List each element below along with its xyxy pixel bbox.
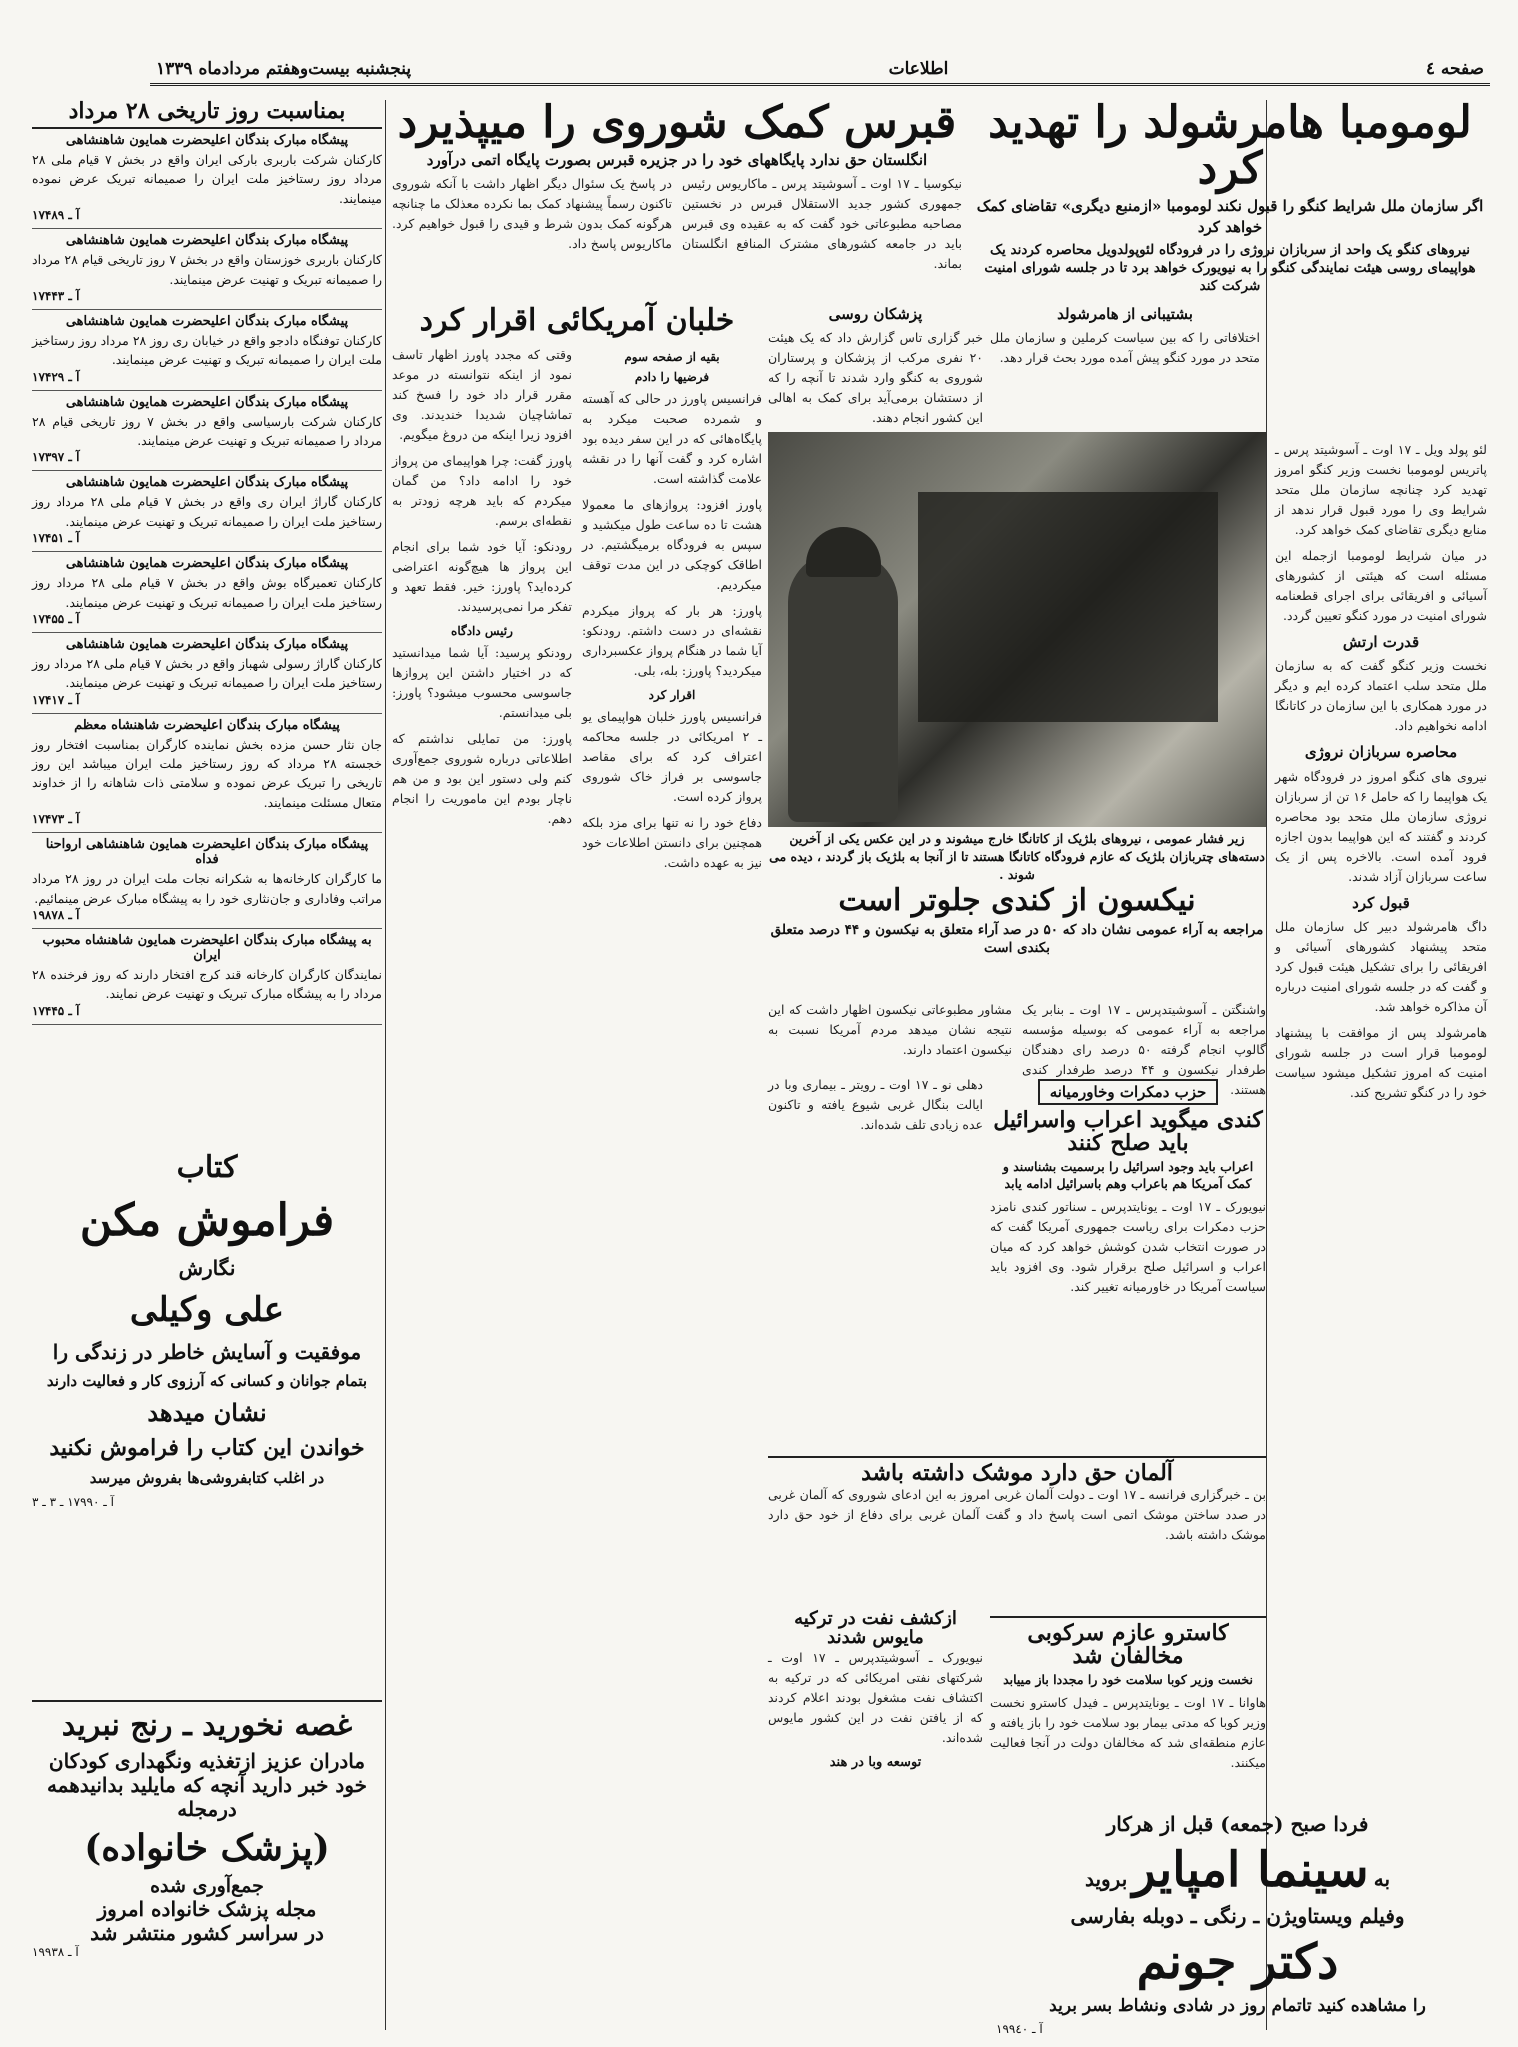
notice-title: پیشگاه مبارک بندگان اعلیحضرت همایون شاهنشاهی bbox=[65, 394, 349, 410]
turkey-body: نیویورک ـ آسوشیتدپرس ـ ۱۷ اوت ـ شرکتهای نفتی امریکائی که در ترکیه به اکتشاف نفت مشغول بودند اعلام کردند که از یافتن نفت در این کشور مایوس شده‌اند. bbox=[768, 1649, 983, 1745]
notice-code: آ ـ ۱۷۴۸۹ bbox=[32, 208, 80, 223]
notice-title: پیشگاه مبارک بندگان اعلیحضرت همایون شاهنشاهی bbox=[65, 233, 349, 249]
nixon-body-text: مشاور مطبوعاتی نیکسون اظهار داشت که این نتیجه نشان میدهد مردم آمریکا نسبت به نیکسون اعتماد دارند. bbox=[768, 1002, 1012, 1057]
powers-body: پاورز گفت: چرا هواپیمای من پرواز خود را ادامه داد؟ من گمان میکردم که باید هرچه زودتر به نقطه‌ای برسم. bbox=[392, 452, 572, 528]
notice-code: آ ـ ۱۷۴۱۷ bbox=[32, 692, 80, 707]
congratulation-notice bbox=[32, 633, 382, 714]
powers-body: رودنکو: آیا خود شما برای انجام این پرواز ها هیچ‌گونه اعتراضی کرده‌اید؟ پاورز: خیر. فقط تعهد و تفکر مرا نمی‌پرسیدند. bbox=[392, 538, 572, 614]
notice-title: به پیشگاه مبارک بندگان اعلیحضرت همایون شاهنشاه محبوب ایران bbox=[42, 932, 372, 963]
book-ad bbox=[32, 1150, 382, 1690]
lumumba-side-2 bbox=[768, 300, 983, 430]
notice-title: پیشگاه مبارک بندگان اعلیحضرت همایون شاهنشاهی bbox=[65, 313, 349, 329]
kennedy-body: نیویورک ـ ۱۷ اوت ـ یونایتدپرس ـ سناتور کندی نامزد حزب دمکرات برای ریاست جمهوری آمریکا گفت که در صورت انتخاب شدن کوشش خواهد کرد که میان اعراب و اسرائیل صلح برقرار شود. وی افزود باید سیاست آمریکا در خاورمیانه تغییر کند. bbox=[990, 1198, 1266, 1294]
book-ad-label: کتاب bbox=[176, 1150, 238, 1185]
powers-col-a bbox=[582, 345, 762, 880]
powers-body: رودنکو پرسید: آیا شما میدانستید که در اختیار داشتن این پروازها جاسوسی محسوب میشود؟ پاورز: بلی میدانستم. bbox=[392, 644, 572, 720]
page-number: صفحه ٤ bbox=[1425, 59, 1484, 79]
congratulation-notice bbox=[32, 310, 382, 391]
section-subhead: محاصره سربازان نروژی bbox=[1304, 743, 1458, 762]
notice-title: پیشگاه مبارک بندگان اعلیحضرت همایون شاهنشاهی bbox=[65, 133, 349, 149]
kennedy-subhead: اعراب باید وجود اسرائیل را برسمیت بشناسند و کمک آمریکا هم باعراب وهم باسرائیل ادامه یابد bbox=[1002, 1159, 1254, 1192]
family-ad-line: در سراسر کشور منتشر شد bbox=[90, 1921, 324, 1945]
lumumba-body: خبر گزاری تاس گزارش داد که یک هیئت ۲۰ نفری مرکب از پزشکان و پرستاران شوروی به کنگو وارد شدند تا آنچه را که از دستشان برمی‌آید برای کمک به اهالی این کشور انجام دهند. bbox=[768, 330, 983, 426]
powers-body: دفاع خود را نه تنها برای مزد بلکه همچنین برای دانستن اطلاعات خود نیز به عهده داشت. bbox=[582, 815, 762, 871]
magazine-name: (پزشک خانواده) bbox=[84, 1827, 330, 1869]
issue-date: پنجشنبه بیست‌وهفتم مردادماه ۱۳۳۹ bbox=[156, 59, 412, 79]
ad-code: آ ـ ۱۹۹۳۸ bbox=[32, 1945, 79, 1959]
page-header bbox=[150, 55, 1490, 86]
nixon-subhead: مراجعه به آراء عمومی نشان داد که ۵۰ در صد آراء متعلق به نیکسون و ۴۴ درصد متعلق بکندی است bbox=[770, 921, 1264, 956]
book-ad-line: نشان میدهد bbox=[147, 1398, 267, 1427]
cinema-name: سینما امپایر bbox=[1132, 1842, 1369, 1898]
book-ad-line: موفقیت و آسایش خاطر در زندگی را bbox=[52, 1340, 362, 1364]
film-title: دکتر جونم bbox=[1136, 1934, 1339, 1990]
lumumba-subhead-2: نیروهای کنگو یک واحد از سربازان نروژی را در فرودگاه لئوپولدویل محاصره کردند یک هواپیمای روسی هیئت نمایندگی کنگو را به نیویورک خواهد برد تا در جلسه شورای امنیت شرکت کند bbox=[984, 241, 1476, 295]
family-ad-line: خود خبر دارید آنچه که مایلید بدانیدهمه bbox=[46, 1773, 368, 1797]
powers-body: وقتی که مجدد پاورز اظهار تاسف نمود از اینکه نتوانسته در موعد مقرر قرار داد خود را فسخ کند تماشاچیان شدیدا خندیدند. وی افزود زیرا اینکه من دروغ میگویم. bbox=[392, 346, 572, 442]
notice-body: جان نثار حسن مزده بخش نماینده کارگران بمناسبت افتخار روز خجسته ۲۸ مرداد که روز رستاخیز ملت ایران میباشد این روز تاریخی را تبریک عرض نموده و سلامتی ذات شاهانه را از خداوند متعال مسئلت مینمایند. bbox=[32, 736, 382, 810]
powers-body: فرانسیس پاورز خلبان هواپیمای یو ـ ۲ امریکائی در جلسه محاکمه اعتراف کرد که برای مقاصد جاسوسی بر فراز خاک شوروی پرواز کرده است. bbox=[582, 709, 762, 805]
section-subhead: فرضیها را دادم bbox=[634, 369, 710, 384]
section-subhead: اقرار کرد bbox=[648, 687, 696, 702]
nixon-body-text: واشنگتن ـ آسوشیتدپرس ـ ۱۷ اوت ـ بنابر یک مراجعه به آراء عمومی که بوسیله مؤسسه گالوپ انجام گرفته ۵۰ درصد رای دهندگان طرفدار نیکسون و ۴۴ درصد طرفدار کندی هستند. bbox=[1022, 1002, 1266, 1097]
notice-list bbox=[32, 129, 382, 1025]
ad-code: آ ـ ۱۹۹٤٠ bbox=[996, 2022, 1043, 2036]
section-subhead: قبول کرد bbox=[1352, 893, 1410, 912]
notice-body: کارکنان باربری خوزستان واقع در بخش ۷ روز تاریخی قیام ۲۸ مرداد را صمیمانه تبریک و تهنیت عرض مینمایند. bbox=[32, 252, 383, 287]
notice-title: پیشگاه مبارک بندگان اعلیحضرت همایون شاهنشاهی bbox=[65, 475, 349, 491]
notice-title: پیشگاه مبارک بندگان اعلیحضرت همایون شاهنشاهی bbox=[65, 556, 349, 572]
photo-caption: زیر فشار عمومی ، نیروهای بلژیک از کاتانگا خارج میشوند و در این عکس یکی از آخرین دسته‌های چتربازان بلژیک که عازم فرودگاه کاتانگا هستند تا از آنجا به بلژیک باز گردند ، دیده می شوند . bbox=[769, 831, 1265, 883]
paper-name: اطلاعات bbox=[888, 59, 949, 79]
cinema-ad-post: بروید bbox=[1084, 1867, 1128, 1891]
column-rule bbox=[385, 100, 386, 2030]
congratulation-notice bbox=[32, 229, 382, 310]
lumumba-body: اختلافاتی را که بین سیاست کرملین و سازمان ملل متحد در مورد کنگو پیش آمده مورد بحث قرار دهد. bbox=[990, 330, 1260, 366]
lumumba-body: هامرشولد پس از موافقت با پیشنهاد لومومبا قرار است در جلسه شورای امنیت که امروز تشکیل میشود سیاست خود را در کنگو تشریح کند. bbox=[1275, 1024, 1487, 1100]
germany-headline: آلمان حق دارد موشک داشته باشد bbox=[861, 1460, 1173, 1486]
family-ad-line: مادران عزیز ازتغذیه ونگهداری کودکان bbox=[48, 1749, 366, 1773]
photo-truck bbox=[918, 492, 1218, 722]
castro-headline: کاسترو عازم سرکوبی مخالفان شد bbox=[1027, 1620, 1229, 1670]
section-subhead: پزشکان روسی bbox=[828, 305, 923, 323]
notice-code: آ ـ ۱۷۴۵۱ bbox=[32, 531, 80, 546]
germany-article bbox=[768, 1456, 1266, 1617]
powers-headline: خلبان آمریکائی اقرار کرد bbox=[419, 303, 735, 338]
cyprus-headline: قبرس کمک شوروی را میپذیرد bbox=[397, 97, 957, 148]
notice-body: ما کارگران کارخانه‌ها به شکرانه نجات ملت ایران در روز ۲۸ مرداد مراتب وفاداری و جان‌نثاری خود را به پیشگاه مبارک عرض مینمائیم. bbox=[32, 871, 382, 906]
powers-col-b bbox=[392, 345, 572, 880]
lumumba-body: نیروی های کنگو امروز در فرودگاه شهر یک هواپیما را که حامل ۱۶ تن از سربازان نروژی سازمان ملل متحد بود محاصره کردند و گفتند که این هواپیما بدون اجازه فرود آمده است. بالاخره پس از یک ساعت سربازان آزاد شدند. bbox=[1275, 768, 1488, 884]
turkey-headline: ازکشف نفت در ترکیه مایوس شدند bbox=[794, 1608, 957, 1648]
cinema-ad-line: وفیلم ویستاویژن ـ رنگی ـ دوبله بفارسی bbox=[1070, 1904, 1405, 1928]
lumumba-body: داگ هامرشولد دبیر کل سازمان ملل متحد پیشنهاد کشورهای آسیائی و افریقائی را برای تشکیل هیئت قبول کرد و گفت که در جلسه شورای امنیت درباره آن مذاکره خواهد شد. bbox=[1275, 918, 1487, 1014]
kennedy-article bbox=[990, 1075, 1266, 1294]
notice-body: کارکنان توفنگاه دادجو واقع در خیابان ری روز ۲۸ مرداد روز رستاخیز ملت ایران را صمیمانه تبریک و تهنیت عرض مینمایند. bbox=[32, 332, 382, 368]
photo-soldier bbox=[788, 552, 898, 822]
powers-body: فرانسیس پاورز در حالی که آهسته و شمرده صحبت میکرد به پایگاه‌هائی که در این سفر دیده بود اشاره کرد و گفت آنها را در نقشه علامت گذاشته است. bbox=[582, 390, 762, 486]
congratulation-notice bbox=[32, 833, 382, 929]
powers-body: پاورز: من تمایلی نداشتم که اطلاعاتی درباره شوروی جمع‌آوری کنم ولی دستور این بود و من هم ناچار بودم این ماموریت را انجام دهم. bbox=[392, 730, 572, 826]
turkey-body: دهلی نو ـ ۱۷ اوت ـ رویتر ـ بیماری وبا در ایالت بنگال غربی شیوع یافته و تاکنون عده زیادی تلف شده‌اند. bbox=[768, 1077, 983, 1132]
notice-title: پیشگاه مبارک بندگان اعلیحضرت شاهنشاه معظم bbox=[74, 717, 340, 733]
lumumba-body: نخست وزیر کنگو گفت که به سازمان ملل متحد سلب اعتماد کرده ایم و دیگر در مورد همکاری با این سازمان در کاتانگا ادامه نخواهیم داد. bbox=[1275, 658, 1487, 734]
cyprus-article bbox=[392, 97, 962, 305]
notice-body: کارکنان گاراژ رسولی شهباز واقع در بخش ۷ قیام ملی ۲۸ مرداد روز رستاخیز ملت ایران را صمیمانه تبریک و تهنیت عرض مینمایند. bbox=[32, 655, 383, 691]
family-ad-line: جمع‌آوری شده bbox=[150, 1875, 264, 1897]
notice-code: آ ـ ۱۷۴۴۵ bbox=[32, 1003, 80, 1018]
notice-body: کارکنان شرکت بارسیاسی واقع در بخش ۷ روز تاریخی قیام ۲۸ مرداد را صمیمانه تبریک و تهنیت عرض مینمایند. bbox=[32, 413, 382, 449]
lumumba-body: لئو پولد ویل ـ ۱۷ اوت ـ آسوشیتد پرس ـ پاتریس لومومبا نخست وزیر کنگو امروز تهدید کرد چنانچه سازمان ملل متحد شرایط وی را مورد قبول قرار ندهد از منابع دیگری تقاضای کمک خواهد کرد. bbox=[1275, 442, 1487, 537]
section-subhead: توسعه وبا در هند bbox=[829, 1754, 922, 1770]
nixon-headline: نیکسون از کندی جلوتر است bbox=[838, 883, 1196, 918]
book-ad-line: بتمام جوانان و کسانی که آرزوی کار و فعالیت دارند bbox=[46, 1372, 368, 1390]
notice-code: آ ـ ۱۷۴۷۳ bbox=[32, 812, 80, 827]
book-author-label: نگارش bbox=[178, 1256, 236, 1280]
book-author: علی وکیلی bbox=[129, 1290, 285, 1330]
notice-code: آ ـ ۱۷۴۵۵ bbox=[32, 611, 80, 626]
turkey-article bbox=[768, 1610, 983, 2030]
powers-article bbox=[392, 305, 762, 2030]
cyprus-subhead: انگلستان حق ندارد پایگاههای خود را در جزیره قبرس بصورت پایگاه اتمی درآورد bbox=[426, 151, 928, 170]
nixon-article bbox=[768, 885, 1266, 995]
lumumba-body: در میان شرایط لومومبا ازجمله این مسئله است که هیئتی از کشورهای آسیائی و افریقائی برای اجرای قطعنامه شورای امنیت در مورد کنگو تعیین گردد. bbox=[1275, 548, 1487, 623]
congratulation-notice bbox=[32, 929, 382, 1025]
cinema-ad bbox=[990, 1790, 1485, 2036]
book-ad-line: خواندن این کتاب را فراموش نکنید bbox=[49, 1435, 365, 1461]
castro-subhead: نخست وزیر کوبا سلامت خود را مجددا باز مییابد bbox=[1003, 1672, 1253, 1688]
notice-title: پیشگاه مبارک بندگان اعلیحضرت همایون شاهنشاهی bbox=[65, 636, 349, 652]
congratulation-notice bbox=[32, 391, 382, 472]
photo-helmet bbox=[806, 527, 881, 577]
book-ad-line: در اغلب کتابفروشی‌ها بفروش میرسد bbox=[89, 1469, 325, 1487]
germany-body: بن ـ خبرگزاری فرانسه ـ ۱۷ اوت ـ دولت آلمان غربی امروز به این ادعای شوروی که آلمان غربی در صدد ساختن موشک اتمی است پاسخ داد و گفت آلمان غربی برای دفاع از خود حق دارد موشک داشته باشد. bbox=[768, 1487, 1266, 1543]
book-title: فراموش مکن bbox=[79, 1195, 335, 1246]
notice-code: آ ـ ۱۷۴۴۳ bbox=[32, 288, 80, 303]
notice-body: کارکنان گاراژ ایران ری واقع در بخش ۷ قیام ملی ۲۸ مرداد روز رستاخیز ملت ایران را صمیمانه تبریک و تهنیت عرض مینمایند. bbox=[32, 494, 382, 529]
news-photo bbox=[768, 432, 1266, 827]
notices-title: بمناسبت روز تاریخی ۲۸ مرداد bbox=[32, 100, 382, 129]
section-subhead: قدرت ارتش bbox=[1342, 633, 1420, 651]
notice-body: کارکنان شرکت باربری بارکی ایران واقع در بخش ۷ قیام ملی ۲۸ مرداد روز رستاخیز ملت ایران را صمیمانه تبریک عرض نموده مینمایند. bbox=[32, 152, 383, 206]
section-box-title: حزب دمکرات وخاورمیانه bbox=[1038, 1079, 1219, 1105]
castro-body: هاوانا ـ ۱۷ اوت ـ یونایتدپرس ـ فیدل کاسترو نخست وزیر کوبا که مدتی بیمار بود سلامت خود را باز یافته و عازم منطقه‌ای شد که مخالفان دولت در آنجا فعالیت میکنند. bbox=[990, 1695, 1266, 1771]
family-magazine-ad bbox=[32, 1700, 382, 2032]
congratulation-notice bbox=[32, 129, 382, 229]
congratulation-notice bbox=[32, 471, 382, 552]
notice-code: آ ـ ۱۷۴۲۹ bbox=[32, 369, 80, 384]
notice-body: کارکنان تعمیرگاه بوش واقع در بخش ۷ قیام ملی ۲۸ مرداد روز رستاخیز ملت ایران را صمیمانه تبریک و تهنیت عرض مینمایند. bbox=[32, 575, 383, 610]
notice-title: پیشگاه مبارک بندگان اعلیحضرت همایون شاهنشاهی ارواحنا فداه bbox=[45, 837, 369, 868]
cinema-ad-line: را مشاهده کنید تاتمام روز در شادی ونشاط بسر برید bbox=[1049, 1996, 1426, 2016]
cinema-ad-line: فردا صبح (جمعه) قبل از هرکار bbox=[1106, 1812, 1369, 1836]
lumumba-subhead: اگر سازمان ملل شرایط کنگو را قبول نکند لومومبا «ازمنبع دیگری» تقاضای کمک خواهد کرد bbox=[976, 197, 1484, 236]
castro-article bbox=[990, 1616, 1266, 1792]
powers-body: پاورز افزود: پروازهای ما معمولا هشت تا ده ساعت طول میکشید و سپس به فرودگاه برمیگشتیم. در اطاقک کوچکی در این مدت توقف میکردیم. bbox=[582, 496, 762, 592]
notice-code: آ ـ ۱۹۸۷۸ bbox=[32, 907, 80, 922]
powers-continued: بقیه از صفحه سوم bbox=[624, 349, 720, 364]
congratulation-notice bbox=[32, 714, 382, 834]
notice-code: آ ـ ۱۷۳۹۷ bbox=[32, 450, 80, 465]
nixon-continued bbox=[768, 1075, 983, 1445]
powers-body: پاورز: هر بار که پرواز میکردم نقشه‌ای در دست داشتم. رودنکو: آیا شما در هنگام پرواز عکسبرداری میکردید؟ پاورز: بله، بلی. bbox=[582, 602, 762, 678]
notices-column bbox=[32, 100, 382, 1145]
family-ad-title: غصه نخورید ـ رنج نبرید bbox=[61, 1708, 353, 1743]
lumumba-side bbox=[990, 300, 1260, 430]
notice-body: نمایندگان کارگران کارخانه قند کرج افتخار دارند که روز فرخنده ۲۸ مرداد را به پیشگاه مبارک تبریک و تهنیت عرض نمایند. bbox=[32, 966, 382, 1002]
family-ad-line: مجله پزشک خانواده امروز bbox=[97, 1897, 317, 1921]
section-subhead: بشتیبانی از هامرشولد bbox=[1057, 305, 1193, 323]
section-subhead: رئیس دادگاه bbox=[451, 623, 513, 638]
congratulation-notice bbox=[32, 552, 382, 633]
ad-code: آ ـ ۱۷۹۹۰ ـ ۳ ـ ۳ bbox=[32, 1495, 114, 1509]
family-ad-line: درمجله bbox=[177, 1797, 237, 1821]
cyprus-body: در پاسخ یک سئوال دیگر اظهار داشت با آنکه شوروی تاکنون رسماً پیشنهاد کمک بما نکرده معذلک ما چنانچه هرگونه کمک بدون شرط و قیدی را قبول خواهیم کرد. ماکاریوس پاسخ داد. bbox=[392, 176, 672, 252]
kennedy-headline: کندی میگوید اعراب واسرائیل باید صلح کنند bbox=[993, 1107, 1263, 1157]
cyprus-body: نیکوسیا ـ ۱۷ اوت ـ آسوشیتد پرس ـ ماکاریوس رئیس جمهوری کشور جدید الاستقلال قبرس در نخستین مصاحبه مطبوعاتی خود گفت که به عقیده وی قبرس باید در جامعه کشورهای مشترک المنافع انگلستان بماند. bbox=[682, 176, 962, 272]
cinema-ad-pre: به bbox=[1373, 1867, 1391, 1891]
lumumba-headline: لومومبا هامرشولد را تهدید کرد bbox=[988, 97, 1472, 195]
